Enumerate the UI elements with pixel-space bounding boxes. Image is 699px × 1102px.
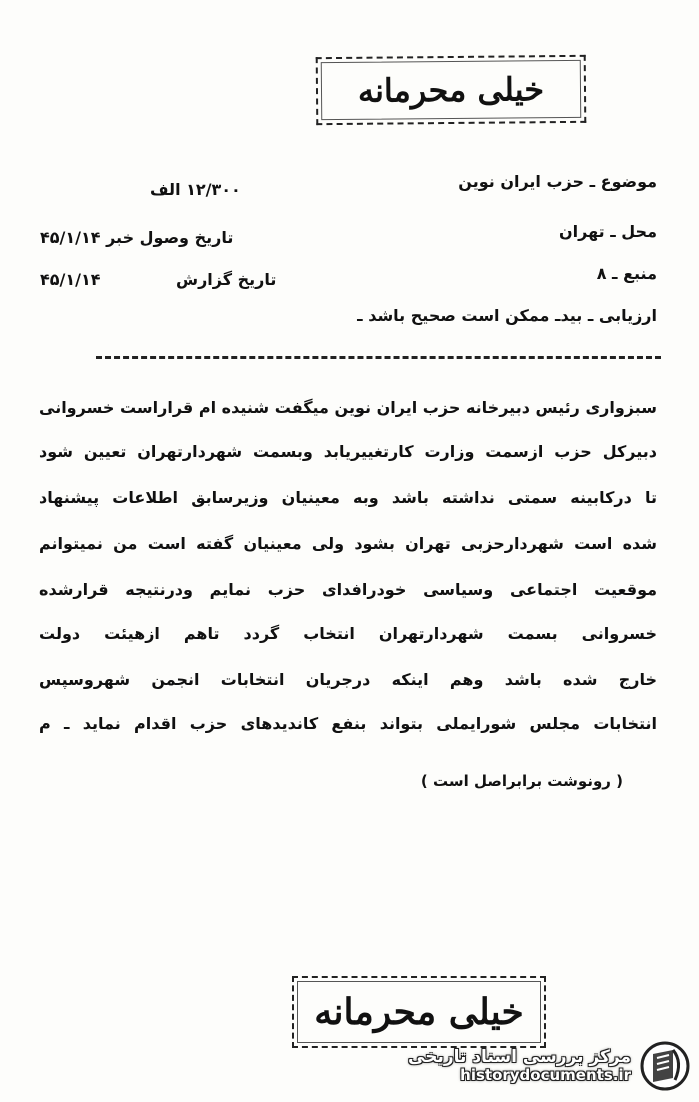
body-line-6: خسروانی بسمت شهردارتهران انتخاب گردد تاهم ازهیئت دولت [39,624,657,643]
certified-copy-note: ( رونوشت برابراصل است ) [420,772,623,790]
body-line-3: تا درکابینه سمتی نداشته باشد وبه معینیان وزیرسابق اطلاعات پیشنهاد [39,488,657,507]
report-date-value: ۴۵/۱/۱۴ [40,270,101,289]
body-line-7: خارج شده باشد وهم اینکه درجریان انتخابات انجمن شهروسپس [39,670,657,689]
body-line-2: دبیرکل حزب ازسمت وزارت کارتغییریابد وبسمت شهردارتهران تعیین شود [39,442,657,461]
archive-logo-icon [639,1040,691,1092]
received-date: تاریخ وصول خبر ۴۵/۱/۱۴ [40,228,234,247]
watermark-text [408,1048,631,1083]
section-divider [96,356,661,359]
body-line-8: انتخابات مجلس شورایملی بتواند بنفع کاندیدهای حزب اقدام نماید ـ م [39,714,657,733]
subject-line: موضوع ـ حزب ایران نوین [458,172,657,191]
top-classification-stamp [316,55,587,125]
top-stamp-text: خیلی محرمانه [357,70,545,110]
watermark-url: historydocuments.ir [460,1066,631,1085]
body-line-5: موقعیت اجتماعی وسیاسی خودرافدای حزب نمایم ودرنتیجه قرارشده [39,580,657,599]
document-number: ۱۲/۳۰۰ الف [150,180,241,199]
evaluation-line: ارزیابی ـ بیدـ ممکن است صحیح باشد ـ [357,306,657,325]
site-watermark [408,1040,691,1092]
report-date-label: تاریخ گزارش [176,270,277,289]
place-line: محل ـ تهران [559,222,657,241]
body-line-1: سبزواری رئیس دبیرخانه حزب ایران نوین میگفت شنیده ام قراراست خسروانی [39,398,657,417]
body-line-4: شده است شهردارحزبی تهران بشود ولی معینیان گفته است من نمیتوانم [39,534,657,553]
bottom-stamp-text: خیلی محرمانه [314,991,524,1033]
source-line: منبع ـ ۸ [596,264,657,283]
bottom-classification-stamp [292,976,546,1048]
watermark-title: مرکز بررسی اسناد تاریخی [408,1047,631,1068]
